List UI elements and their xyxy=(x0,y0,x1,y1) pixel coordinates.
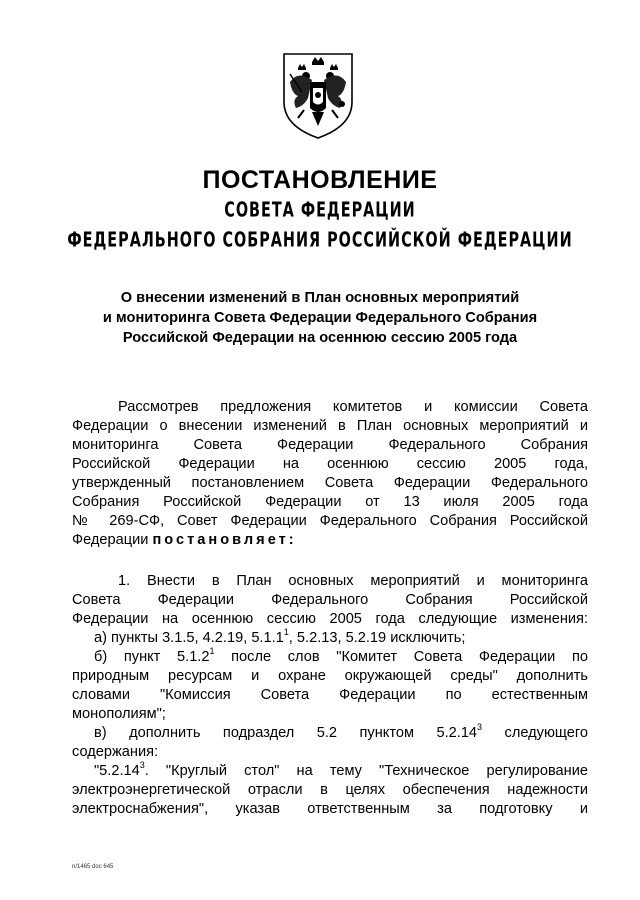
item-1-line: Совета Федерации Федерального Собрания Российской xyxy=(72,592,588,608)
document-title: ПОСТАНОВЛЕНИЕ xyxy=(202,166,438,194)
subitem-b-text: б) пункт 5.1.2 xyxy=(94,649,210,665)
subitem-v-text: в) дополнить подраздел 5.2 пунктом 5.2.14 xyxy=(94,725,478,741)
footnote-sup: 3 xyxy=(477,722,483,733)
subitem-b-line: природным ресурсам и охране окружающей среды" дополнить xyxy=(72,668,588,684)
subitem-a xyxy=(72,629,588,648)
preamble-line: Федерации о внесении изменений в План основных мероприятий и xyxy=(72,418,588,434)
subitem-b xyxy=(72,648,588,667)
issuer-line-1: СОВЕТА ФЕДЕРАЦИИ xyxy=(224,197,416,222)
resolves-word: постановляет: xyxy=(152,532,297,548)
quote-line: электроснабжения", указав ответственным за подготовку и xyxy=(72,801,588,817)
subitem-v-line: содержания: xyxy=(72,744,159,760)
subitem-b-text: после слов "Комитет Совета Федерации по xyxy=(214,649,588,665)
item-1-line: 1. Внести в План основных мероприятий и мониторинга xyxy=(118,573,588,589)
quote-line: электроэнергетической отрасли в целях обеспечения надежности xyxy=(72,782,588,798)
footnote-sup: 3 xyxy=(139,760,145,771)
subitem-b-line: словами "Комиссия Совета Федерации по естественным xyxy=(72,687,588,703)
footnote-sup: 1 xyxy=(283,627,289,638)
heading-line: О внесении изменений в План основных мероприятий xyxy=(120,290,520,306)
quote-text: "5.2.14 xyxy=(94,763,140,779)
issuer-line-2: ФЕДЕРАЛЬНОГО СОБРАНИЯ РОССИЙСКОЙ ФЕДЕРАЦИИ xyxy=(67,227,573,252)
file-code: n/1465 doc 645 xyxy=(72,864,114,870)
coat-of-arms-emblem xyxy=(278,52,358,140)
preamble-line: мониторинга Совета Федерации Федерального Собрания xyxy=(72,437,588,453)
heading-line: и мониторинга Совета Федерации Федерального Собрания xyxy=(102,310,538,326)
preamble-line: Собрания Российской Федерации от 13 июля 2005 года xyxy=(72,494,588,510)
preamble-line: утвержденный постановлением Совета Федерации Федерального xyxy=(72,475,588,491)
document-heading xyxy=(60,288,580,348)
item-1-line: Федерации на осеннюю сессию 2005 года следующие изменения: xyxy=(72,611,588,627)
footnote-sup: 1 xyxy=(209,646,215,657)
preamble-line: № 269-СФ, Совет Федерации Федерального Собрания Российской xyxy=(72,513,588,529)
subitem-a-text: , 5.2.13, 5.2.19 исключить; xyxy=(288,630,466,646)
quote-line xyxy=(72,762,588,781)
quote-text: . "Круглый стол" на тему "Техническое регулирование xyxy=(144,763,588,779)
subitem-v xyxy=(72,724,588,743)
preamble-last-line xyxy=(72,531,588,550)
heading-line: Российской Федерации на осеннюю сессию 2005 года xyxy=(122,330,518,346)
preamble-line: Рассмотрев предложения комитетов и комиссии Совета xyxy=(118,399,588,415)
preamble-line: Российской Федерации на осеннюю сессию 2005 года, xyxy=(72,456,588,472)
document-body xyxy=(72,398,588,819)
preamble-last-prefix: Федерации xyxy=(72,532,149,548)
subitem-v-text: следующего xyxy=(482,725,588,741)
subitem-b-line: монополиям"; xyxy=(72,706,166,722)
subitem-a-text: а) пункты 3.1.5, 4.2.19, 5.1.1 xyxy=(94,630,284,646)
